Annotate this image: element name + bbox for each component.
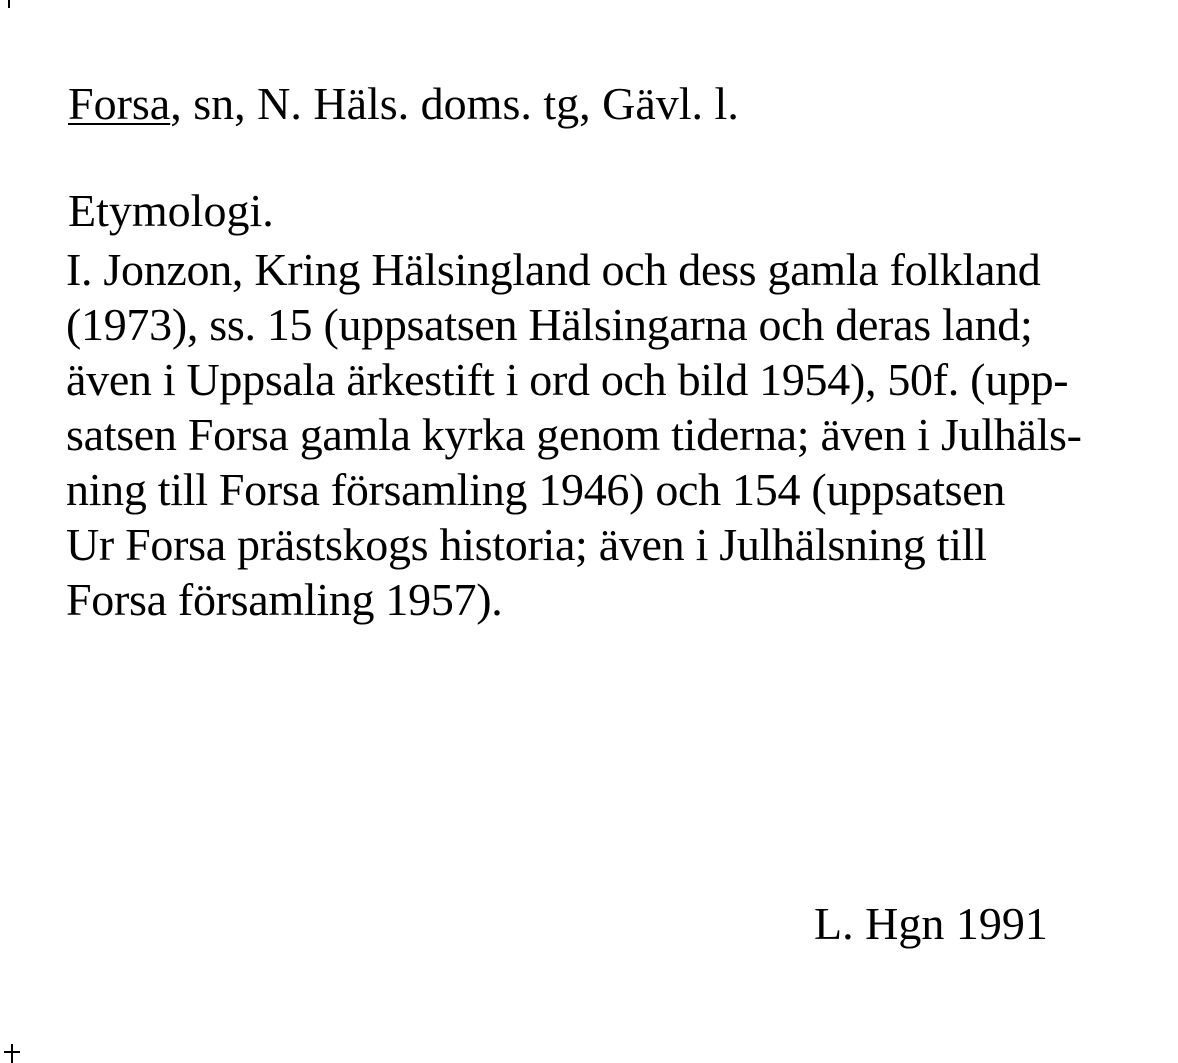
- reference-line: Ur Forsa prästskogs historia; även i Julhälsning till: [66, 519, 987, 570]
- reference-line: satsen Forsa gamla kyrka genom tiderna; även i Julhäls-: [66, 409, 1082, 460]
- reference-line: Forsa församling 1957).: [66, 574, 503, 625]
- section-label: Etymologi.: [68, 185, 274, 236]
- reference-line: ning till Forsa församling 1946) och 154 (uppsatsen: [66, 464, 1006, 515]
- reference-text: [66, 242, 1166, 627]
- crop-mark-bottom-vertical: [11, 1044, 13, 1063]
- card-heading: [68, 76, 739, 132]
- crop-mark-top: [8, 0, 10, 8]
- reference-line: (1973), ss. 15 (uppsatsen Hälsingarna och deras land;: [66, 299, 1033, 350]
- signature: L. Hgn 1991: [814, 898, 1048, 949]
- reference-line: I. Jonzon, Kring Hälsingland och dess gamla folkland: [66, 244, 1041, 295]
- place-name: Forsa: [68, 78, 171, 129]
- reference-line: även i Uppsala ärkestift i ord och bild 1954), 50f. (upp-: [66, 354, 1069, 405]
- place-description: , sn, N. Häls. doms. tg, Gävl. l.: [170, 78, 739, 129]
